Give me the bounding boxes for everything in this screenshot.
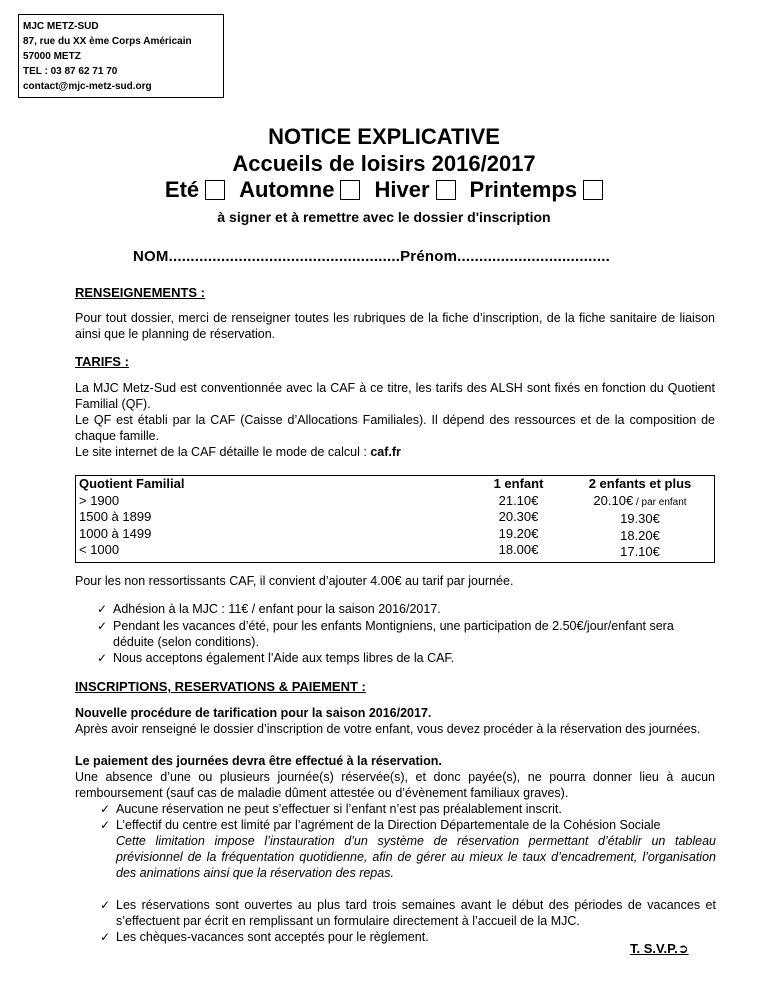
checkmark-icon: ✓ bbox=[97, 651, 108, 665]
non-caf-note: Pour les non ressortissants CAF, il convient d’ajouter 4.00€ au tarif par journée. bbox=[75, 574, 514, 588]
list-item-text: Aucune réservation ne peut s’effectuer si l’enfant n’est pas préalablement inscrit. bbox=[116, 802, 562, 816]
caf-site-text: Le site internet de la CAF détaille le mode de calcul : bbox=[75, 445, 371, 459]
list-item-text: Nous acceptons également l’Aide aux temps libres de la CAF. bbox=[113, 651, 455, 665]
season-label: Automne bbox=[239, 177, 335, 202]
table-cell: 18.00€ bbox=[498, 542, 539, 557]
section-heading-inscriptions: INSCRIPTIONS, RESERVATIONS & PAIEMENT : bbox=[75, 679, 366, 694]
season-checkbox[interactable] bbox=[583, 180, 603, 200]
document-subtitle: Accueils de loisirs 2016/2017 bbox=[232, 151, 536, 176]
table-cell: 18.20€ bbox=[620, 527, 660, 543]
list-item bbox=[100, 929, 716, 945]
season-checkbox[interactable] bbox=[340, 180, 360, 200]
tarifs-paragraph-3 bbox=[75, 444, 715, 460]
season-label: Eté bbox=[164, 177, 200, 202]
per-child-note: / par enfant bbox=[633, 496, 687, 508]
checkmark-icon: ✓ bbox=[97, 619, 108, 633]
tarif-column-two-children bbox=[570, 476, 710, 561]
table-cell: 19.30€ bbox=[620, 511, 660, 526]
please-turn-over bbox=[630, 941, 689, 958]
season-ete bbox=[165, 177, 225, 203]
list-item-text bbox=[116, 817, 716, 881]
inscriptions-bold-1: Nouvelle procédure de tarification pour la saison 2016/2017. bbox=[75, 706, 432, 720]
list-item bbox=[100, 817, 716, 881]
table-cell: 1000 à 1499 bbox=[79, 525, 152, 541]
list-item bbox=[100, 801, 716, 817]
section-heading-tarifs: TARIFS : bbox=[75, 354, 129, 369]
renseignements-text: Pour tout dossier, merci de renseigner toutes les rubriques de la fiche d’inscription, de la fiche sanitaire de liaison ainsi que le planning de réservation. bbox=[75, 311, 715, 341]
phone: TEL : 03 87 62 71 70 bbox=[23, 66, 118, 77]
name-field-line[interactable]: NOM.....................................................Prénom................................... bbox=[133, 248, 610, 265]
season-label: Printemps bbox=[469, 177, 578, 202]
table-cell-value: 20.10€ bbox=[593, 492, 634, 508]
tarif-table bbox=[75, 475, 715, 563]
document-title: NOTICE EXPLICATIVE bbox=[268, 124, 500, 149]
list-item-main: L’effectif du centre est limité par l’agrément de la Direction Départementale de la Cohésion Sociale bbox=[116, 818, 661, 832]
email: contact@mjc-metz-sud.org bbox=[23, 81, 152, 92]
tarif-column-qf bbox=[79, 476, 449, 559]
tarif-column-one-child bbox=[471, 476, 566, 559]
table-cell: > 1900 bbox=[79, 492, 120, 508]
table-cell: 21.10€ bbox=[498, 492, 539, 508]
season-automne bbox=[239, 177, 360, 203]
season-hiver bbox=[374, 177, 455, 203]
table-cell: 17.10€ bbox=[620, 544, 660, 559]
tarifs-paragraph-2: Le QF est établi par la CAF (Caisse d’Allocations Familiales). Il dépend des ressources et de la composition de chaque famille. bbox=[75, 413, 715, 443]
checkmark-icon: ✓ bbox=[100, 930, 111, 944]
org-name: MJC METZ-SUD bbox=[23, 21, 99, 32]
arrow-icon: ➲ bbox=[677, 942, 689, 957]
checkmark-icon: ✓ bbox=[97, 602, 108, 616]
address-line: 87, rue du XX ème Corps Américain bbox=[23, 36, 192, 47]
table-cell: 19.20€ bbox=[498, 525, 539, 541]
season-checkboxes bbox=[0, 177, 768, 203]
list-item bbox=[97, 601, 717, 617]
checkmark-icon: ✓ bbox=[100, 898, 111, 912]
table-header-one-child: 1 enfant bbox=[493, 476, 544, 491]
tsvp-text: T. S.V.P. bbox=[630, 941, 678, 956]
list-item bbox=[97, 650, 717, 666]
table-cell bbox=[570, 493, 710, 512]
table-header-two-children: 2 enfants et plus bbox=[588, 476, 692, 491]
list-item-text: Les réservations sont ouvertes au plus tard trois semaines avant le début des périodes de vacances et s’effectuent par écrit en remplissant un formulaire directement à l’accueil de la MJC. bbox=[116, 898, 716, 928]
season-label: Hiver bbox=[374, 177, 430, 202]
italic-note: Cette limitation impose l’instauration d’un système de réservation permettant d’établir un tableau prévisionnel de la fréquentation quotidienne, afin de gérer au mieux le taux d’encadrement, l’organisation des animations ainsi que la réservation des repas. bbox=[116, 834, 716, 880]
checkmark-icon: ✓ bbox=[100, 818, 111, 832]
checkmark-icon: ✓ bbox=[100, 802, 111, 816]
tarifs-paragraph-1: La MJC Metz-Sud est conventionnée avec la CAF à ce titre, les tarifs des ALSH sont fixés en fonction du Quotient Familial (QF). bbox=[75, 381, 715, 411]
section-heading-renseignements: RENSEIGNEMENTS : bbox=[75, 285, 206, 300]
inscriptions-paragraph-1: Après avoir renseigné le dossier d’inscription de votre enfant, vous devez procéder à la réservation des journées. bbox=[75, 722, 701, 736]
season-checkbox[interactable] bbox=[205, 180, 225, 200]
table-cell: < 1000 bbox=[79, 542, 120, 557]
table-header-qf: Quotient Familial bbox=[79, 476, 185, 491]
list-item-text: Adhésion à la MJC : 11€ / enfant pour la saison 2016/2017. bbox=[113, 602, 441, 616]
sign-instruction: à signer et à remettre avec le dossier d'inscription bbox=[217, 209, 551, 225]
list-item-text: Pendant les vacances d’été, pour les enfants Montigniens, une participation de 2.50€/jour/enfant sera déduite (selon conditions). bbox=[113, 619, 674, 649]
list-item bbox=[100, 897, 716, 929]
city: 57000 METZ bbox=[23, 51, 81, 62]
table-cell: 20.30€ bbox=[498, 509, 539, 524]
caf-link[interactable]: caf.fr bbox=[370, 445, 401, 459]
inscriptions-paragraph-2: Une absence d’une ou plusieurs journée(s) réservée(s), et donc payée(s), ne pourra donner lieu à aucun remboursement (sauf cas de maladie dûment attestée ou d’évènement familiaux graves). bbox=[75, 770, 715, 800]
list-item-text: Les chèques-vacances sont acceptés pour le règlement. bbox=[116, 930, 429, 944]
list-item bbox=[97, 618, 717, 650]
season-checkbox[interactable] bbox=[436, 180, 456, 200]
table-cell: 1500 à 1899 bbox=[79, 509, 152, 524]
inscriptions-bold-2: Le paiement des journées devra être effectué à la réservation. bbox=[75, 754, 442, 768]
season-printemps bbox=[470, 177, 604, 203]
address-box bbox=[18, 14, 224, 98]
